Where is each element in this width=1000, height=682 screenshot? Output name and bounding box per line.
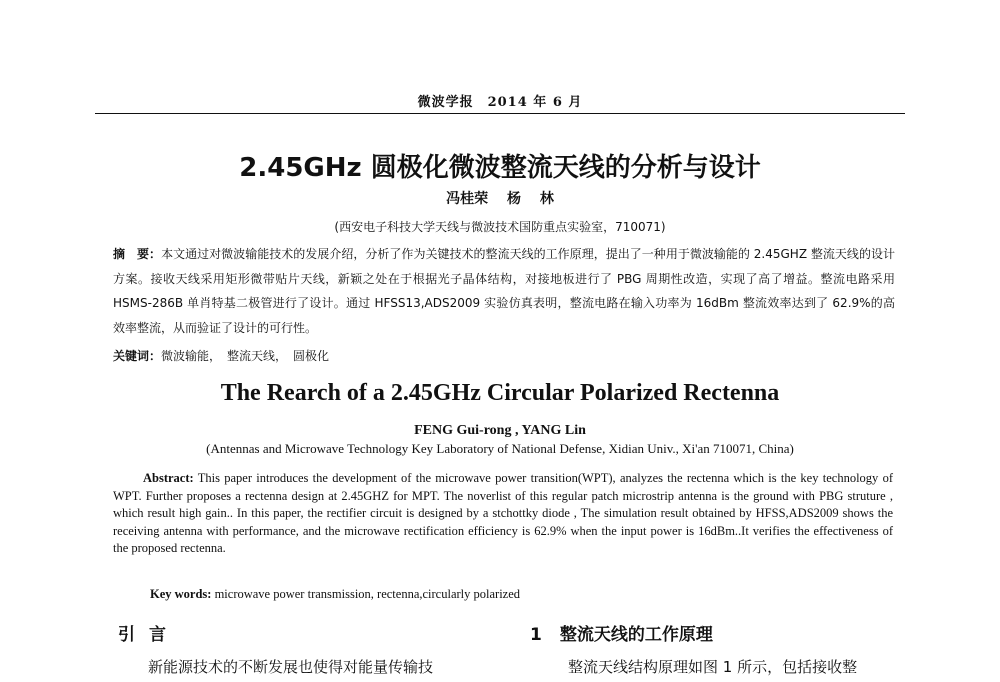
- section-title: 整流天线的工作原理: [559, 625, 713, 645]
- journal-header: 微波学报 2014 年 6 月: [417, 95, 583, 110]
- abstract-cn-label: 摘 要：: [113, 247, 162, 261]
- keywords-en: [150, 587, 520, 602]
- affiliation-cn: (西安电子科技大学天线与微波技术国防重点实验室，710071): [334, 220, 666, 234]
- authors-cn: 冯桂荣 杨 林: [446, 191, 554, 207]
- section-number: 1: [530, 625, 542, 645]
- keywords-en-text: microwave power transmission, rectenna,circularly polarized: [214, 587, 521, 601]
- body-text-right: 整流天线结构原理如图 1 所示，包括接收整: [568, 658, 858, 676]
- section-heading-1: [530, 620, 713, 645]
- keywords-en-label: Key words:: [150, 587, 212, 601]
- keywords-cn: [113, 347, 329, 364]
- abstract-en-text: This paper introduces the development of the microwave power transition(WPT), analyzes the rectenna which is the key technology of WPT. Further proposes a rectenna design at 2.45GHZ for MPT. The noverlist of this regular patch microstrip antenna is the ground with PBG struture , which result high gain.. In this paper, the rectifier circuit is designed by a stchottky diode , The simulation result obtained by HFSS,ADS2009 shows the receiving antenna with performance, and the microwave rectification efficiency is 62.9% when the input power is 16dBm..It verifies the effectiveness of the proposed rectenna.: [113, 471, 893, 556]
- body-text-left: 新能源技术的不断发展也使得对能量传输技: [148, 658, 434, 676]
- header-rule: [95, 113, 905, 114]
- section-heading-intro: 引言: [118, 625, 180, 645]
- keywords-cn-label: 关键词：: [113, 349, 162, 363]
- authors-en: FENG Gui-rong , YANG Lin: [414, 423, 586, 438]
- abstract-en-label: Abstract:: [143, 471, 194, 485]
- keywords-cn-text: 微波输能， 整流天线， 圆极化: [161, 349, 330, 363]
- abstract-cn-text: 本文通过对微波输能技术的发展介绍，分析了作为关键技术的整流天线的工作原理，提出了一种用于微波输能的 2.45GHZ 整流天线的设计方案。接收天线采用矩形微带贴片天线，新颖之处在于根据光子晶体结构，对接地板进行了 PBG 周期性改造，实现了高了增益。整流电路采用 HSMS-286B 单肖特基二极管进行了设计。通过 HFSS13,ADS2009 实验仿真表明，整流电路在输入功率为 16dBm 整流效率达到了 62.9%的高效率整流，从而验证了设计的可行性。: [113, 247, 895, 335]
- affiliation-en: (Antennas and Microwave Technology Key Laboratory of National Defense, Xidian Univ., Xi'an 710071, China): [206, 441, 794, 456]
- paper-title-cn: 2.45GHz 圆极化微波整流天线的分析与设计: [239, 153, 761, 183]
- abstract-cn: [113, 242, 895, 340]
- paper-title-en: The Rearch of a 2.45GHz Circular Polarized Rectenna: [220, 380, 780, 406]
- abstract-en: [113, 470, 893, 558]
